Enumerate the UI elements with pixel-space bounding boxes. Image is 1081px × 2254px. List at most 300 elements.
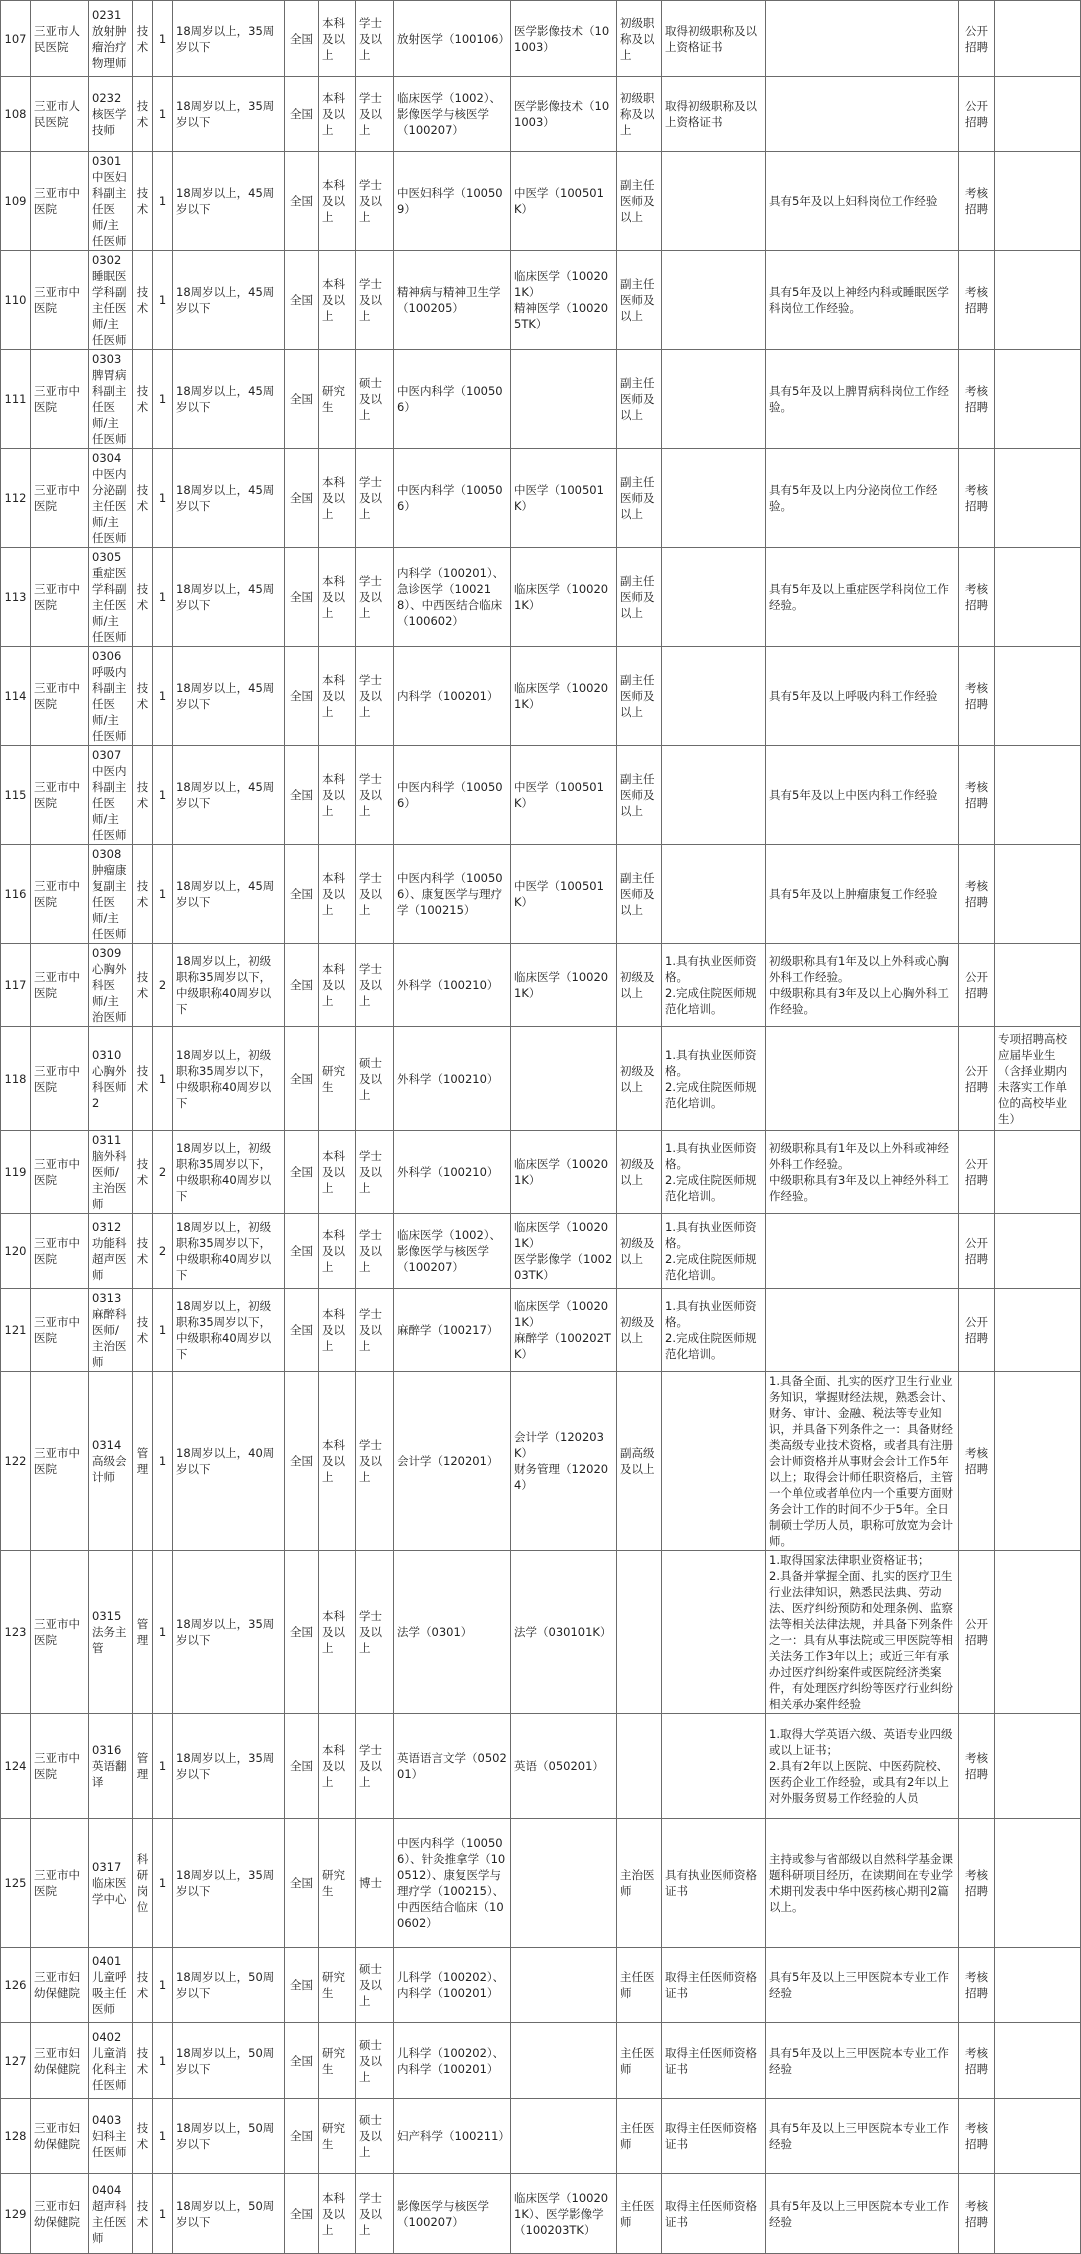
recruit-method-cell: 公开招聘 — [959, 77, 995, 152]
age-requirement-cell: 18周岁以上，35周岁以下 — [173, 1551, 285, 1714]
post-type-cell: 技术 — [133, 350, 153, 449]
major-undergraduate-cell: 医学影像技术（101003） — [511, 77, 617, 152]
hiring-unit-cell: 三亚市中医院 — [31, 1551, 89, 1714]
professional-title-cell: 主任医师 — [617, 2023, 662, 2099]
table-row — [1, 152, 1081, 251]
post-name-cell: 0316英语翻译 — [89, 1714, 133, 1819]
row-number-cell: 129 — [1, 2174, 31, 2254]
post-type-cell: 技术 — [133, 548, 153, 647]
post-type-cell: 技术 — [133, 2023, 153, 2099]
remarks-cell — [995, 845, 1081, 944]
post-name-cell: 0309心胸外科医师/主治医师 — [89, 944, 133, 1027]
remarks-cell — [995, 647, 1081, 746]
headcount-cell: 1 — [153, 449, 173, 548]
headcount-cell: 1 — [153, 1551, 173, 1714]
age-requirement-cell: 18周岁以上，50周岁以下 — [173, 2023, 285, 2099]
major-undergraduate-cell — [511, 2023, 617, 2099]
post-name-cell: 0402儿童消化科主任医师 — [89, 2023, 133, 2099]
table-row — [1, 1214, 1081, 1289]
hiring-unit-cell: 三亚市中医院 — [31, 1289, 89, 1372]
major-undergraduate-cell: 临床医学（100201K） 精神医学（100205TK） — [511, 251, 617, 350]
recruit-area-cell: 全国 — [285, 1714, 319, 1819]
experience-requirement-cell: 1.取得大学英语六级、英语专业四级或以上证书； 2.具有2年以上医院、中医药院校、医药企业工作经验，或具有2年以上对外服务贸易工作经验的人员 — [766, 1714, 959, 1819]
recruit-method-cell: 考核招聘 — [959, 2099, 995, 2174]
professional-title-cell: 初级及以上 — [617, 1214, 662, 1289]
age-requirement-cell: 18周岁以上，45周岁以下 — [173, 647, 285, 746]
major-undergraduate-cell: 医学影像技术（101003） — [511, 1, 617, 77]
experience-requirement-cell: 具有5年及以上三甲医院本专业工作经验 — [766, 2099, 959, 2174]
hiring-unit-cell: 三亚市中医院 — [31, 1214, 89, 1289]
degree-cell: 学士及以上 — [356, 746, 394, 845]
headcount-cell: 1 — [153, 350, 173, 449]
hiring-unit-cell: 三亚市中医院 — [31, 152, 89, 251]
professional-title-cell: 副主任医师及以上 — [617, 152, 662, 251]
certificate-requirement-cell: 具有执业医师资格证书 — [662, 1819, 766, 1948]
table-row — [1, 548, 1081, 647]
post-name-cell: 0302睡眠医学科副主任医师/主任医师 — [89, 251, 133, 350]
hiring-unit-cell: 三亚市妇幼保健院 — [31, 2023, 89, 2099]
experience-requirement-cell: 具有5年及以上呼吸内科工作经验 — [766, 647, 959, 746]
recruit-method-cell: 考核招聘 — [959, 2174, 995, 2254]
post-type-cell: 技术 — [133, 1131, 153, 1214]
major-graduate-cell: 中医妇科学（100509） — [394, 152, 511, 251]
headcount-cell: 1 — [153, 152, 173, 251]
major-undergraduate-cell: 临床医学（100201K）、医学影像学（100203TK） — [511, 2174, 617, 2254]
recruit-method-cell: 考核招聘 — [959, 1372, 995, 1551]
experience-requirement-cell: 1.取得国家法律职业资格证书； 2.具备并掌握全面、扎实的医疗卫生行业法律知识，熟悉民法典、劳动法、医疗纠纷预防和处理条例、监察法等相关法律法规，并具备下列条件之一：具有从事法院或三甲医院等相关法务工作3年以上；或近三年有承办过医疗纠纷案件或医院经济类案件，有处理医疗纠纷等医疗行业纠纷相关承办案件经验 — [766, 1551, 959, 1714]
major-undergraduate-cell — [511, 1027, 617, 1131]
row-number-cell: 110 — [1, 251, 31, 350]
headcount-cell: 1 — [153, 2174, 173, 2254]
experience-requirement-cell: 具有5年及以上三甲医院本专业工作经验 — [766, 2174, 959, 2254]
major-graduate-cell: 中医内科学（100506）、针灸推拿学（100512）、康复医学与理疗学（100215）、中西医结合临床（100602） — [394, 1819, 511, 1948]
post-name-cell: 0401儿童呼吸主任医师 — [89, 1948, 133, 2023]
education-cell: 本科及以上 — [319, 449, 356, 548]
degree-cell: 学士及以上 — [356, 152, 394, 251]
post-type-cell: 技术 — [133, 152, 153, 251]
hiring-unit-cell: 三亚市妇幼保健院 — [31, 2099, 89, 2174]
age-requirement-cell: 18周岁以上，45周岁以下 — [173, 746, 285, 845]
hiring-unit-cell: 三亚市中医院 — [31, 746, 89, 845]
row-number-cell: 108 — [1, 77, 31, 152]
recruit-method-cell: 公开招聘 — [959, 1131, 995, 1214]
hiring-unit-cell: 三亚市中医院 — [31, 1372, 89, 1551]
recruit-area-cell: 全国 — [285, 647, 319, 746]
experience-requirement-cell — [766, 1, 959, 77]
degree-cell: 学士及以上 — [356, 449, 394, 548]
row-number-cell: 125 — [1, 1819, 31, 1948]
education-cell: 研究生 — [319, 1948, 356, 2023]
post-name-cell: 0311脑外科医师/主治医师 — [89, 1131, 133, 1214]
row-number-cell: 116 — [1, 845, 31, 944]
post-type-cell: 技术 — [133, 1027, 153, 1131]
post-name-cell: 0231放射肿瘤治疗物理师 — [89, 1, 133, 77]
education-cell: 研究生 — [319, 2099, 356, 2174]
post-name-cell: 0315法务主管 — [89, 1551, 133, 1714]
education-cell: 本科及以上 — [319, 1551, 356, 1714]
certificate-requirement-cell: 取得初级职称及以上资格证书 — [662, 77, 766, 152]
major-undergraduate-cell — [511, 2099, 617, 2174]
post-name-cell: 0313麻醉科医师/主治医师 — [89, 1289, 133, 1372]
major-undergraduate-cell — [511, 350, 617, 449]
post-name-cell: 0304中医内分泌副主任医师/主任医师 — [89, 449, 133, 548]
experience-requirement-cell: 具有5年及以上神经内科或睡眠医学科岗位工作经验。 — [766, 251, 959, 350]
post-name-cell: 0308肿瘤康复副主任医师/主任医师 — [89, 845, 133, 944]
major-graduate-cell: 英语语言文学（050201） — [394, 1714, 511, 1819]
education-cell: 本科及以上 — [319, 1, 356, 77]
major-graduate-cell: 法学（0301） — [394, 1551, 511, 1714]
recruit-area-cell: 全国 — [285, 1, 319, 77]
age-requirement-cell: 18周岁以上，35周岁以下 — [173, 1819, 285, 1948]
post-type-cell: 管理 — [133, 1372, 153, 1551]
age-requirement-cell: 18周岁以上，35周岁以下 — [173, 1, 285, 77]
row-number-cell: 107 — [1, 1, 31, 77]
headcount-cell: 1 — [153, 2023, 173, 2099]
remarks-cell — [995, 1131, 1081, 1214]
experience-requirement-cell: 具有5年及以上三甲医院本专业工作经验 — [766, 1948, 959, 2023]
row-number-cell: 117 — [1, 944, 31, 1027]
professional-title-cell: 副主任医师及以上 — [617, 548, 662, 647]
education-cell: 本科及以上 — [319, 1372, 356, 1551]
degree-cell: 学士及以上 — [356, 1714, 394, 1819]
recruit-method-cell: 公开招聘 — [959, 1551, 995, 1714]
post-type-cell: 技术 — [133, 2174, 153, 2254]
professional-title-cell: 主治医师 — [617, 1819, 662, 1948]
degree-cell: 学士及以上 — [356, 1131, 394, 1214]
certificate-requirement-cell: 取得主任医师资格证书 — [662, 2174, 766, 2254]
professional-title-cell — [617, 1551, 662, 1714]
professional-title-cell: 副主任医师及以上 — [617, 449, 662, 548]
recruit-area-cell: 全国 — [285, 548, 319, 647]
hiring-unit-cell: 三亚市中医院 — [31, 647, 89, 746]
certificate-requirement-cell — [662, 449, 766, 548]
major-graduate-cell: 放射医学（100106） — [394, 1, 511, 77]
remarks-cell — [995, 1, 1081, 77]
post-name-cell: 0303脾胃病科副主任医师/主任医师 — [89, 350, 133, 449]
recruit-method-cell: 公开招聘 — [959, 1027, 995, 1131]
major-graduate-cell: 临床医学（1002）、影像医学与核医学（100207） — [394, 1214, 511, 1289]
professional-title-cell: 初级职称及以上 — [617, 1, 662, 77]
row-number-cell: 123 — [1, 1551, 31, 1714]
table-row — [1, 77, 1081, 152]
remarks-cell — [995, 944, 1081, 1027]
post-type-cell: 技术 — [133, 1214, 153, 1289]
headcount-cell: 1 — [153, 251, 173, 350]
degree-cell: 学士及以上 — [356, 1289, 394, 1372]
table-row — [1, 1131, 1081, 1214]
certificate-requirement-cell — [662, 152, 766, 251]
degree-cell: 学士及以上 — [356, 251, 394, 350]
recruit-area-cell: 全国 — [285, 1948, 319, 2023]
post-type-cell: 技术 — [133, 647, 153, 746]
post-type-cell: 技术 — [133, 1, 153, 77]
degree-cell: 学士及以上 — [356, 944, 394, 1027]
education-cell: 研究生 — [319, 1819, 356, 1948]
professional-title-cell: 主任医师 — [617, 2099, 662, 2174]
certificate-requirement-cell: 取得初级职称及以上资格证书 — [662, 1, 766, 77]
education-cell: 本科及以上 — [319, 2174, 356, 2254]
post-type-cell: 技术 — [133, 944, 153, 1027]
degree-cell: 硕士及以上 — [356, 1948, 394, 2023]
degree-cell: 学士及以上 — [356, 548, 394, 647]
experience-requirement-cell: 初级职称具有1年及以上外科或神经外科工作经验。 中级职称具有3年及以上神经外科工作经验。 — [766, 1131, 959, 1214]
age-requirement-cell: 18周岁以上，35周岁以下 — [173, 77, 285, 152]
table-row — [1, 449, 1081, 548]
headcount-cell: 1 — [153, 647, 173, 746]
degree-cell: 硕士及以上 — [356, 350, 394, 449]
certificate-requirement-cell — [662, 647, 766, 746]
recruit-method-cell: 公开招聘 — [959, 1, 995, 77]
education-cell: 研究生 — [319, 350, 356, 449]
professional-title-cell: 主任医师 — [617, 1948, 662, 2023]
row-number-cell: 119 — [1, 1131, 31, 1214]
remarks-cell — [995, 1948, 1081, 2023]
experience-requirement-cell — [766, 1289, 959, 1372]
row-number-cell: 115 — [1, 746, 31, 845]
education-cell: 研究生 — [319, 2023, 356, 2099]
headcount-cell: 1 — [153, 1714, 173, 1819]
post-name-cell: 0301中医妇科副主任医师/主任医师 — [89, 152, 133, 251]
major-graduate-cell: 影像医学与核医学（100207） — [394, 2174, 511, 2254]
table-row — [1, 2099, 1081, 2174]
education-cell: 本科及以上 — [319, 746, 356, 845]
remarks-cell: 专项招聘高校应届毕业生（含择业期内未落实工作单位的高校毕业生） — [995, 1027, 1081, 1131]
hiring-unit-cell: 三亚市中医院 — [31, 1131, 89, 1214]
degree-cell: 学士及以上 — [356, 77, 394, 152]
major-undergraduate-cell: 临床医学（100201K） 麻醉学（100202TK） — [511, 1289, 617, 1372]
education-cell: 本科及以上 — [319, 1131, 356, 1214]
hiring-unit-cell: 三亚市中医院 — [31, 1714, 89, 1819]
experience-requirement-cell — [766, 1027, 959, 1131]
headcount-cell: 1 — [153, 845, 173, 944]
major-graduate-cell: 中医内科学（100506） — [394, 350, 511, 449]
remarks-cell — [995, 77, 1081, 152]
hiring-unit-cell: 三亚市中医院 — [31, 1027, 89, 1131]
experience-requirement-cell: 1.具备全面、扎实的医疗卫生行业业务知识，掌握财经法规，熟悉会计、财务、审计、金融、税法等专业知识，并具备下列条件之一：具备财经类高级专业技术资格，或者具有注册会计师资格并从事财会会计工作5年以上；取得会计师任职资格后，主管一个单位或者单位内一个重要方面财务会计工作的时间不少于5年。全日制硕士学历人员，职称可放宽为会计师。 — [766, 1372, 959, 1551]
degree-cell: 学士及以上 — [356, 647, 394, 746]
recruit-area-cell: 全国 — [285, 152, 319, 251]
experience-requirement-cell: 具有5年及以上中医内科工作经验 — [766, 746, 959, 845]
major-undergraduate-cell: 临床医学（100201K） 医学影像学（100203TK） — [511, 1214, 617, 1289]
recruit-method-cell: 考核招聘 — [959, 1819, 995, 1948]
recruit-area-cell: 全国 — [285, 845, 319, 944]
row-number-cell: 126 — [1, 1948, 31, 2023]
recruit-area-cell: 全国 — [285, 1819, 319, 1948]
degree-cell: 学士及以上 — [356, 1, 394, 77]
row-number-cell: 114 — [1, 647, 31, 746]
major-undergraduate-cell: 临床医学（100201K） — [511, 548, 617, 647]
certificate-requirement-cell — [662, 548, 766, 647]
education-cell: 本科及以上 — [319, 251, 356, 350]
headcount-cell: 1 — [153, 1, 173, 77]
table-row — [1, 1289, 1081, 1372]
recruit-area-cell: 全国 — [285, 1131, 319, 1214]
recruit-method-cell: 考核招聘 — [959, 746, 995, 845]
major-graduate-cell: 外科学（100210） — [394, 1131, 511, 1214]
experience-requirement-cell: 初级职称具有1年及以上外科或心胸外科工作经验。 中级职称具有3年及以上心胸外科工作经验。 — [766, 944, 959, 1027]
row-number-cell: 111 — [1, 350, 31, 449]
headcount-cell: 1 — [153, 1027, 173, 1131]
recruit-area-cell: 全国 — [285, 1214, 319, 1289]
major-undergraduate-cell: 临床医学（100201K） — [511, 944, 617, 1027]
recruit-area-cell: 全国 — [285, 2174, 319, 2254]
degree-cell: 硕士及以上 — [356, 2023, 394, 2099]
headcount-cell: 1 — [153, 1819, 173, 1948]
hiring-unit-cell: 三亚市妇幼保健院 — [31, 1948, 89, 2023]
major-graduate-cell: 中医内科学（100506）、康复医学与理疗学（100215） — [394, 845, 511, 944]
recruit-area-cell: 全国 — [285, 944, 319, 1027]
headcount-cell: 1 — [153, 77, 173, 152]
certificate-requirement-cell: 1.具有执业医师资格。 2.完成住院医师规范化培训。 — [662, 1289, 766, 1372]
headcount-cell: 1 — [153, 1372, 173, 1551]
certificate-requirement-cell — [662, 746, 766, 845]
headcount-cell: 1 — [153, 2099, 173, 2174]
post-type-cell: 技术 — [133, 449, 153, 548]
headcount-cell: 1 — [153, 1289, 173, 1372]
remarks-cell — [995, 2174, 1081, 2254]
hiring-unit-cell: 三亚市中医院 — [31, 548, 89, 647]
professional-title-cell: 副主任医师及以上 — [617, 746, 662, 845]
post-name-cell: 0306呼吸内科副主任医师/主任医师 — [89, 647, 133, 746]
row-number-cell: 113 — [1, 548, 31, 647]
recruit-method-cell: 公开招聘 — [959, 1289, 995, 1372]
major-graduate-cell: 麻醉学（100217） — [394, 1289, 511, 1372]
recruit-method-cell: 考核招聘 — [959, 1948, 995, 2023]
professional-title-cell: 初级及以上 — [617, 944, 662, 1027]
post-name-cell: 0232核医学技师 — [89, 77, 133, 152]
remarks-cell — [995, 449, 1081, 548]
major-undergraduate-cell: 中医学（100501K） — [511, 845, 617, 944]
recruit-area-cell: 全国 — [285, 2023, 319, 2099]
age-requirement-cell: 18周岁以上，35周岁以下 — [173, 1714, 285, 1819]
row-number-cell: 120 — [1, 1214, 31, 1289]
major-graduate-cell: 儿科学（100202）、内科学（100201） — [394, 2023, 511, 2099]
education-cell: 本科及以上 — [319, 152, 356, 251]
remarks-cell — [995, 2023, 1081, 2099]
experience-requirement-cell: 具有5年及以上肿瘤康复工作经验 — [766, 845, 959, 944]
post-name-cell: 0404超声科主任医师 — [89, 2174, 133, 2254]
row-number-cell: 127 — [1, 2023, 31, 2099]
major-graduate-cell: 儿科学（100202）、内科学（100201） — [394, 1948, 511, 2023]
major-graduate-cell: 外科学（100210） — [394, 1027, 511, 1131]
remarks-cell — [995, 1214, 1081, 1289]
education-cell: 本科及以上 — [319, 548, 356, 647]
recruit-method-cell: 考核招聘 — [959, 350, 995, 449]
row-number-cell: 121 — [1, 1289, 31, 1372]
professional-title-cell: 副主任医师及以上 — [617, 845, 662, 944]
post-type-cell: 科研岗位 — [133, 1819, 153, 1948]
table-row — [1, 845, 1081, 944]
age-requirement-cell: 18周岁以上，初级职称35周岁以下，中级职称40周岁以下 — [173, 944, 285, 1027]
recruit-area-cell: 全国 — [285, 350, 319, 449]
education-cell: 本科及以上 — [319, 845, 356, 944]
age-requirement-cell: 18周岁以上，50周岁以下 — [173, 2099, 285, 2174]
education-cell: 本科及以上 — [319, 647, 356, 746]
recruit-method-cell: 考核招聘 — [959, 1714, 995, 1819]
major-undergraduate-cell — [511, 1819, 617, 1948]
recruit-method-cell: 考核招聘 — [959, 845, 995, 944]
major-undergraduate-cell — [511, 1948, 617, 2023]
certificate-requirement-cell — [662, 251, 766, 350]
post-type-cell: 技术 — [133, 77, 153, 152]
recruit-method-cell: 公开招聘 — [959, 1214, 995, 1289]
age-requirement-cell: 18周岁以上，45周岁以下 — [173, 845, 285, 944]
major-graduate-cell: 内科学（100201） — [394, 647, 511, 746]
table-row — [1, 746, 1081, 845]
major-graduate-cell: 中医内科学（100506） — [394, 449, 511, 548]
recruit-area-cell: 全国 — [285, 449, 319, 548]
age-requirement-cell: 18周岁以上，初级职称35周岁以下，中级职称40周岁以下 — [173, 1214, 285, 1289]
certificate-requirement-cell: 取得主任医师资格证书 — [662, 2099, 766, 2174]
post-type-cell: 技术 — [133, 2099, 153, 2174]
major-undergraduate-cell: 中医学（100501K） — [511, 152, 617, 251]
certificate-requirement-cell — [662, 845, 766, 944]
experience-requirement-cell: 具有5年及以上重症医学科岗位工作经验。 — [766, 548, 959, 647]
headcount-cell: 1 — [153, 548, 173, 647]
row-number-cell: 122 — [1, 1372, 31, 1551]
row-number-cell: 118 — [1, 1027, 31, 1131]
post-name-cell: 0314高级会计师 — [89, 1372, 133, 1551]
major-undergraduate-cell: 会计学（120203K） 财务管理（120204） — [511, 1372, 617, 1551]
age-requirement-cell: 18周岁以上，45周岁以下 — [173, 449, 285, 548]
degree-cell: 硕士及以上 — [356, 2099, 394, 2174]
age-requirement-cell: 18周岁以上，初级职称35周岁以下，中级职称40周岁以下 — [173, 1289, 285, 1372]
post-name-cell: 0312功能科超声医师 — [89, 1214, 133, 1289]
table-row — [1, 2023, 1081, 2099]
major-undergraduate-cell: 法学（030101K） — [511, 1551, 617, 1714]
table-row — [1, 251, 1081, 350]
professional-title-cell: 初级及以上 — [617, 1131, 662, 1214]
major-undergraduate-cell: 临床医学（100201K） — [511, 647, 617, 746]
degree-cell: 学士及以上 — [356, 845, 394, 944]
post-name-cell: 0307中医内科副主任医师/主任医师 — [89, 746, 133, 845]
post-name-cell: 0317临床医学中心 — [89, 1819, 133, 1948]
table-row — [1, 2174, 1081, 2254]
table-row — [1, 1714, 1081, 1819]
hiring-unit-cell: 三亚市中医院 — [31, 251, 89, 350]
major-graduate-cell: 精神病与精神卫生学（100205） — [394, 251, 511, 350]
recruit-area-cell: 全国 — [285, 746, 319, 845]
certificate-requirement-cell — [662, 1372, 766, 1551]
experience-requirement-cell: 主持或参与省部级以自然科学基金课题科研项目经历，在读期间在专业学术期刊发表中华中医药核心期刊2篇以上。 — [766, 1819, 959, 1948]
recruit-method-cell: 考核招聘 — [959, 647, 995, 746]
headcount-cell: 1 — [153, 1948, 173, 2023]
major-graduate-cell: 内科学（100201）、急诊医学（100218）、中西医结合临床（100602） — [394, 548, 511, 647]
remarks-cell — [995, 548, 1081, 647]
row-number-cell: 112 — [1, 449, 31, 548]
remarks-cell — [995, 251, 1081, 350]
professional-title-cell: 副高级及以上 — [617, 1372, 662, 1551]
degree-cell: 学士及以上 — [356, 1551, 394, 1714]
remarks-cell — [995, 746, 1081, 845]
certificate-requirement-cell: 取得主任医师资格证书 — [662, 1948, 766, 2023]
certificate-requirement-cell — [662, 1551, 766, 1714]
experience-requirement-cell: 具有5年及以上三甲医院本专业工作经验 — [766, 2023, 959, 2099]
hiring-unit-cell: 三亚市中医院 — [31, 845, 89, 944]
table-row — [1, 1, 1081, 77]
age-requirement-cell: 18周岁以上，45周岁以下 — [173, 350, 285, 449]
hiring-unit-cell: 三亚市中医院 — [31, 449, 89, 548]
remarks-cell — [995, 350, 1081, 449]
professional-title-cell: 副主任医师及以上 — [617, 251, 662, 350]
recruit-area-cell: 全国 — [285, 1551, 319, 1714]
education-cell: 本科及以上 — [319, 1214, 356, 1289]
hiring-unit-cell: 三亚市妇幼保健院 — [31, 2174, 89, 2254]
major-graduate-cell: 临床医学（1002）、影像医学与核医学（100207） — [394, 77, 511, 152]
headcount-cell: 2 — [153, 944, 173, 1027]
post-type-cell: 技术 — [133, 1948, 153, 2023]
professional-title-cell: 副主任医师及以上 — [617, 647, 662, 746]
